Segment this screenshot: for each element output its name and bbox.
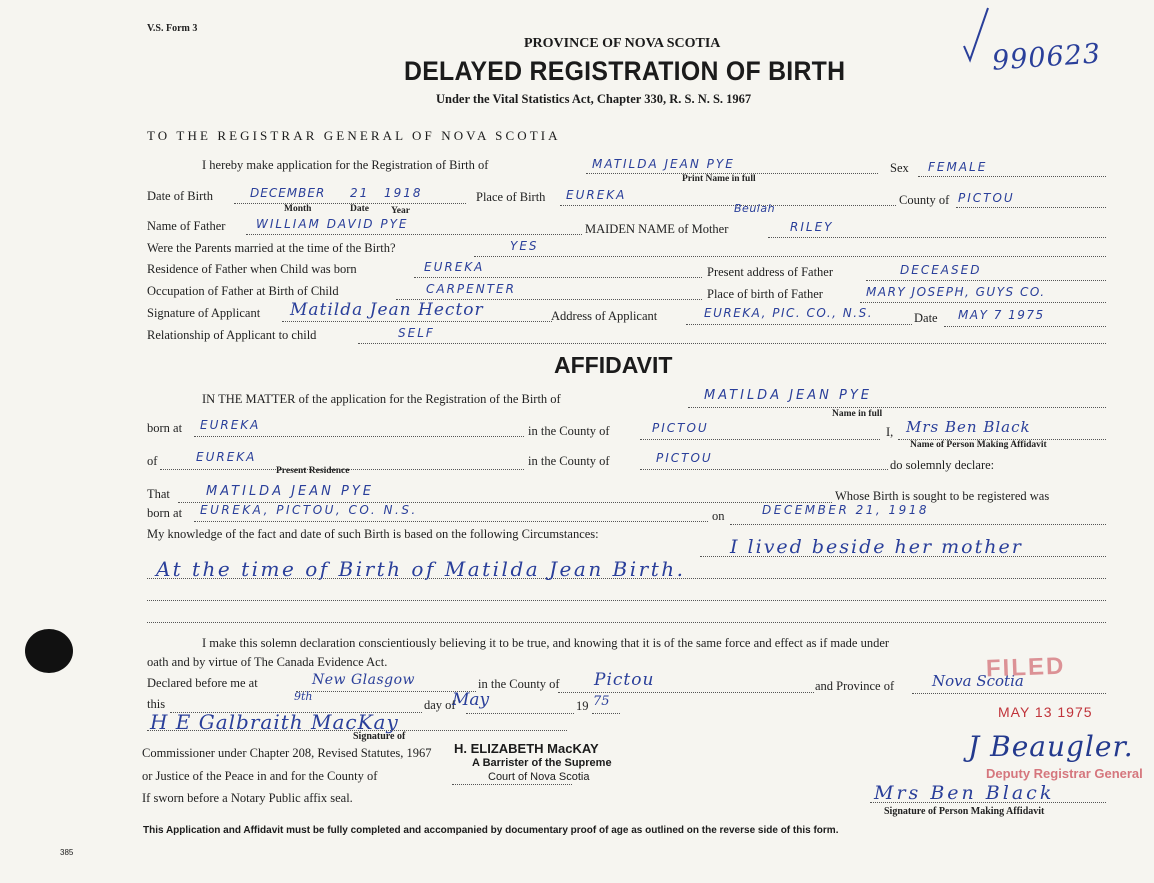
check-mark-icon — [962, 4, 992, 64]
province-heading: PROVINCE OF NOVA SCOTIA — [524, 36, 721, 51]
this-label: this — [147, 697, 166, 711]
registration-number: 990623 — [991, 38, 1103, 77]
on-value: DECEMBER 21, 1918 — [762, 503, 930, 517]
born-county-label: in the County of — [528, 424, 610, 438]
date-label: Date — [914, 311, 938, 325]
applicant-address-value: EUREKA, PIC. CO., N.S. — [704, 306, 874, 320]
declared-before-label: Declared before me at — [147, 676, 258, 690]
filed-date-stamp: MAY 13 1975 — [998, 704, 1093, 720]
declaration-line2: oath and by virtue of The Canada Evidence Act. — [147, 655, 388, 669]
addressee: TO THE REGISTRAR GENERAL OF NOVA SCOTIA — [147, 128, 561, 143]
i-label: I, — [886, 425, 894, 439]
application-intro-label: I hereby make application for the Registration of Birth of — [202, 158, 489, 172]
commissioner-stamp-line3: Court of Nova Scotia — [488, 771, 590, 783]
born-county-value: PICTOU — [652, 421, 709, 435]
deputy-signature: J Beaugler. — [968, 730, 1134, 763]
sex-value: FEMALE — [928, 160, 988, 174]
year-hint: Year — [391, 206, 410, 216]
solemnly-declare-label: do solemnly declare: — [890, 458, 995, 472]
deputy-registrar-stamp: Deputy Registrar General — [986, 766, 1143, 781]
print-name-hint: Print Name in full — [682, 174, 756, 184]
commissioner-stamp-name: H. ELIZABETH MacKAY — [454, 741, 599, 756]
commissioner-stamp-line2: A Barrister of the Supreme — [472, 757, 612, 769]
declared-county-label: in the County of — [478, 677, 560, 691]
residence-county-label: in the County of — [528, 454, 610, 468]
knowledge-label: My knowledge of the fact and date of such Birth is based on the following Circumstances: — [147, 527, 599, 541]
matter-value: MATILDA JEAN PYE — [704, 388, 873, 403]
signature-of-hint: Signature of — [353, 731, 406, 742]
month-hint: Month — [284, 204, 312, 214]
father-name-label: Name of Father — [147, 219, 226, 233]
applicant-signature-label: Signature of Applicant — [147, 306, 261, 320]
born-at-value: EUREKA — [200, 418, 261, 432]
date-hint: Date — [350, 204, 369, 214]
date-value: MAY 7 1975 — [958, 308, 1045, 322]
that-label: That — [147, 487, 170, 501]
whose-birth-label: Whose Birth is sought to be registered was — [835, 489, 1050, 503]
commissioner-signature: H E Galbraith MacKay — [150, 710, 399, 734]
county-value: PICTOU — [958, 191, 1015, 205]
maiden-above-value: Beulah — [734, 202, 776, 215]
present-address-label: Present address of Father — [707, 265, 834, 279]
circumstances-line2: At the time of Birth of Matilda Jean Birth. — [156, 557, 686, 581]
declared-province-value: Nova Scotia — [932, 672, 1024, 690]
occupation-value: CARPENTER — [426, 282, 516, 296]
day-of-label: day of — [424, 698, 456, 712]
subtitle: Under the Vital Statistics Act, Chapter 330, R. S. N. S. 1967 — [436, 92, 752, 106]
commissioner-label: Commissioner under Chapter 208, Revised Statutes, 1967 — [142, 746, 432, 760]
matter-label: IN THE MATTER of the application for the Registration of the Birth of — [202, 392, 561, 406]
declared-county-value: Pictou — [594, 670, 655, 690]
form-number: V.S. Form 3 — [147, 23, 198, 34]
person-signature: Mrs Ben Black — [874, 782, 1055, 804]
punch-hole — [25, 629, 73, 673]
residence-county-value: PICTOU — [656, 451, 713, 465]
child-name-value: MATILDA JEAN PYE — [592, 157, 735, 171]
dob-month-value: DECEMBER — [250, 186, 326, 200]
form-code: 385 — [60, 848, 74, 857]
born-at2-value: EUREKA, PICTOU, CO. N.S. — [200, 503, 418, 517]
filed-stamp: FILED — [985, 652, 1066, 683]
maiden-name-label: MAIDEN NAME of Mother — [585, 222, 729, 236]
year-prefix: 19 — [576, 699, 589, 713]
present-residence-hint: Present Residence — [276, 466, 350, 476]
relationship-value: SELF — [398, 326, 435, 340]
year-value: 75 — [593, 694, 610, 709]
occupation-label: Occupation of Father at Birth of Child — [147, 284, 339, 298]
declarant-hint: Name of Person Making Affidavit — [910, 440, 1047, 450]
dob-date-value: 21 — [350, 186, 370, 200]
pob-value: EUREKA — [566, 188, 627, 202]
of-value: EUREKA — [196, 450, 257, 464]
declared-place-value: New Glasgow — [312, 672, 416, 688]
applicant-address-label: Address of Applicant — [551, 309, 658, 323]
declarant-value: Mrs Ben Black — [906, 418, 1031, 436]
applicant-signature-value: Matilda Jean Hector — [290, 300, 484, 320]
county-label: County of — [899, 193, 950, 207]
affidavit-heading: AFFIDAVIT — [554, 352, 673, 378]
page-title: DELAYED REGISTRATION OF BIRTH — [404, 56, 846, 86]
born-at2-label: born at — [147, 506, 183, 520]
father-name-value: WILLIAM DAVID PYE — [256, 217, 409, 231]
married-label: Were the Parents married at the time of the Birth? — [147, 241, 396, 255]
on-label: on — [712, 509, 725, 523]
sex-label: Sex — [890, 161, 909, 175]
dob-year-value: 1918 — [384, 186, 423, 200]
circumstances-line1: I lived beside her mother — [730, 536, 1023, 558]
day-value: 9th — [294, 690, 313, 703]
pob-label: Place of Birth — [476, 190, 546, 204]
residence-value: EUREKA — [424, 260, 485, 274]
father-pob-label: Place of birth of Father — [707, 287, 823, 301]
name-in-full-hint: Name in full — [832, 409, 883, 419]
born-at-label: born at — [147, 421, 183, 435]
residence-label: Residence of Father when Child was born — [147, 262, 357, 276]
footer-note: This Application and Affidavit must be fully completed and accompanied by documentary proof of age as outlined on the reverse side of this form. — [143, 825, 839, 836]
father-pob-value: MARY JOSEPH, GUYS CO. — [866, 285, 1046, 299]
declaration-line1: I make this solemn declaration conscientiously believing it to be true, and knowing that it is of the same force and effect as if made under — [202, 636, 890, 650]
justice-label: or Justice of the Peace in and for the County of — [142, 769, 378, 783]
relationship-label: Relationship of Applicant to child — [147, 328, 317, 342]
maiden-name-value: RILEY — [790, 220, 834, 234]
that-value: MATILDA JEAN PYE — [206, 484, 375, 499]
month-value: May — [452, 690, 490, 710]
notary-label: If sworn before a Notary Public affix seal. — [142, 791, 353, 805]
present-address-value: DECEASED — [900, 263, 982, 277]
dob-label: Date of Birth — [147, 189, 213, 203]
person-signature-hint: Signature of Person Making Affidavit — [884, 806, 1045, 817]
married-value: YES — [510, 239, 539, 253]
declared-province-label: and Province of — [815, 679, 895, 693]
of-label: of — [147, 454, 158, 468]
